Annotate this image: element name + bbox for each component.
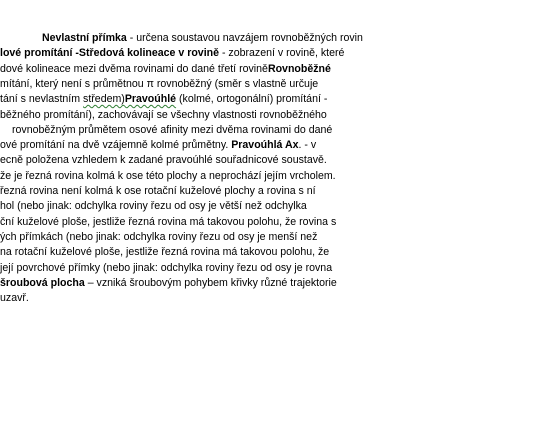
- text-run: středem): [83, 93, 125, 106]
- text-line: [0, 245, 329, 260]
- text-line: [0, 276, 337, 291]
- text-line: [0, 153, 327, 168]
- text-run: její povrchové přímky (nebo jinak: odchylka roviny řezu od osy je rovna: [0, 261, 333, 274]
- text-line: [0, 291, 29, 306]
- text-run: řezná rovina není kolmá k ose rotační kuželové plochy a rovina s ní: [0, 185, 316, 197]
- text-line: [0, 77, 318, 92]
- bold-term: Středová kolineace v rovině: [78, 47, 220, 60]
- text-line: [0, 108, 327, 123]
- bold-term: Pravoúhlé: [124, 93, 177, 106]
- text-run: uzavř.: [0, 292, 29, 305]
- text-run: - určena soustavou navzájem rovnoběžných rovin: [126, 32, 363, 44]
- text-line: [0, 169, 336, 184]
- text-run: hol (nebo jinak: odchylka roviny řezu od osy je větší než odchylka: [0, 200, 307, 213]
- text-run: že je řezná rovina kolmá k ose této plochy a neprochází jejím vrcholem.: [0, 169, 336, 182]
- bold-term: Nevlastní přímka: [42, 32, 127, 44]
- bold-term: šroubová plocha: [0, 276, 85, 289]
- bold-term: Rovnoběžné: [267, 62, 331, 75]
- text-run: ové promítání na dvě vzájemně kolmé průmětny.: [0, 139, 232, 152]
- text-line: [12, 123, 332, 138]
- text-line: [0, 184, 316, 199]
- text-line: [0, 46, 344, 61]
- text-line: [0, 230, 317, 245]
- text-run: ecně položena vzhledem k zadané pravoúhlé souřadnicové soustavě.: [0, 154, 327, 167]
- text-run: běžného promítání), zachovávají se všechny vlastnosti rovnoběžného: [0, 108, 327, 121]
- text-line: [0, 261, 332, 276]
- text-line: [0, 138, 316, 153]
- text-run: (kolmé, ortogonální) promítání -: [176, 93, 328, 106]
- text-line: [0, 215, 336, 230]
- text-run: na rotační kuželové ploše, jestliže řezná rovina má takovou polohu, že: [0, 246, 330, 259]
- text-run: - zobrazení v rovině, které: [219, 47, 345, 60]
- text-run: rovnoběžným průmětem osové afinity mezi dvěma rovinami do dané: [12, 123, 333, 136]
- text-line: [0, 92, 327, 107]
- text-line: [0, 62, 331, 77]
- text-run: dové kolineace mezi dvěma rovinami do dané třetí rovině: [0, 62, 268, 75]
- text-run: ých přímkách (nebo jinak: odchylka roviny řezu od osy je menší než: [0, 230, 318, 243]
- text-run: . - v: [298, 139, 317, 152]
- bold-term: Pravoúhlá Ax: [231, 139, 299, 152]
- text-run: ční kuželové ploše, jestliže řezná rovina má takovou polohu, že rovina s: [0, 215, 337, 228]
- text-run: – vzniká šroubovým pohybem křivky různé trajektorie: [84, 276, 337, 289]
- text-line: [42, 31, 363, 46]
- text-run: tání s nevlastním: [0, 93, 84, 106]
- text-run: mítání, který není s průmětnou π rovnoběžný (směr s vlastně určuje: [0, 77, 319, 90]
- bold-term: lové promítání -: [0, 47, 79, 60]
- text-line: [0, 199, 307, 214]
